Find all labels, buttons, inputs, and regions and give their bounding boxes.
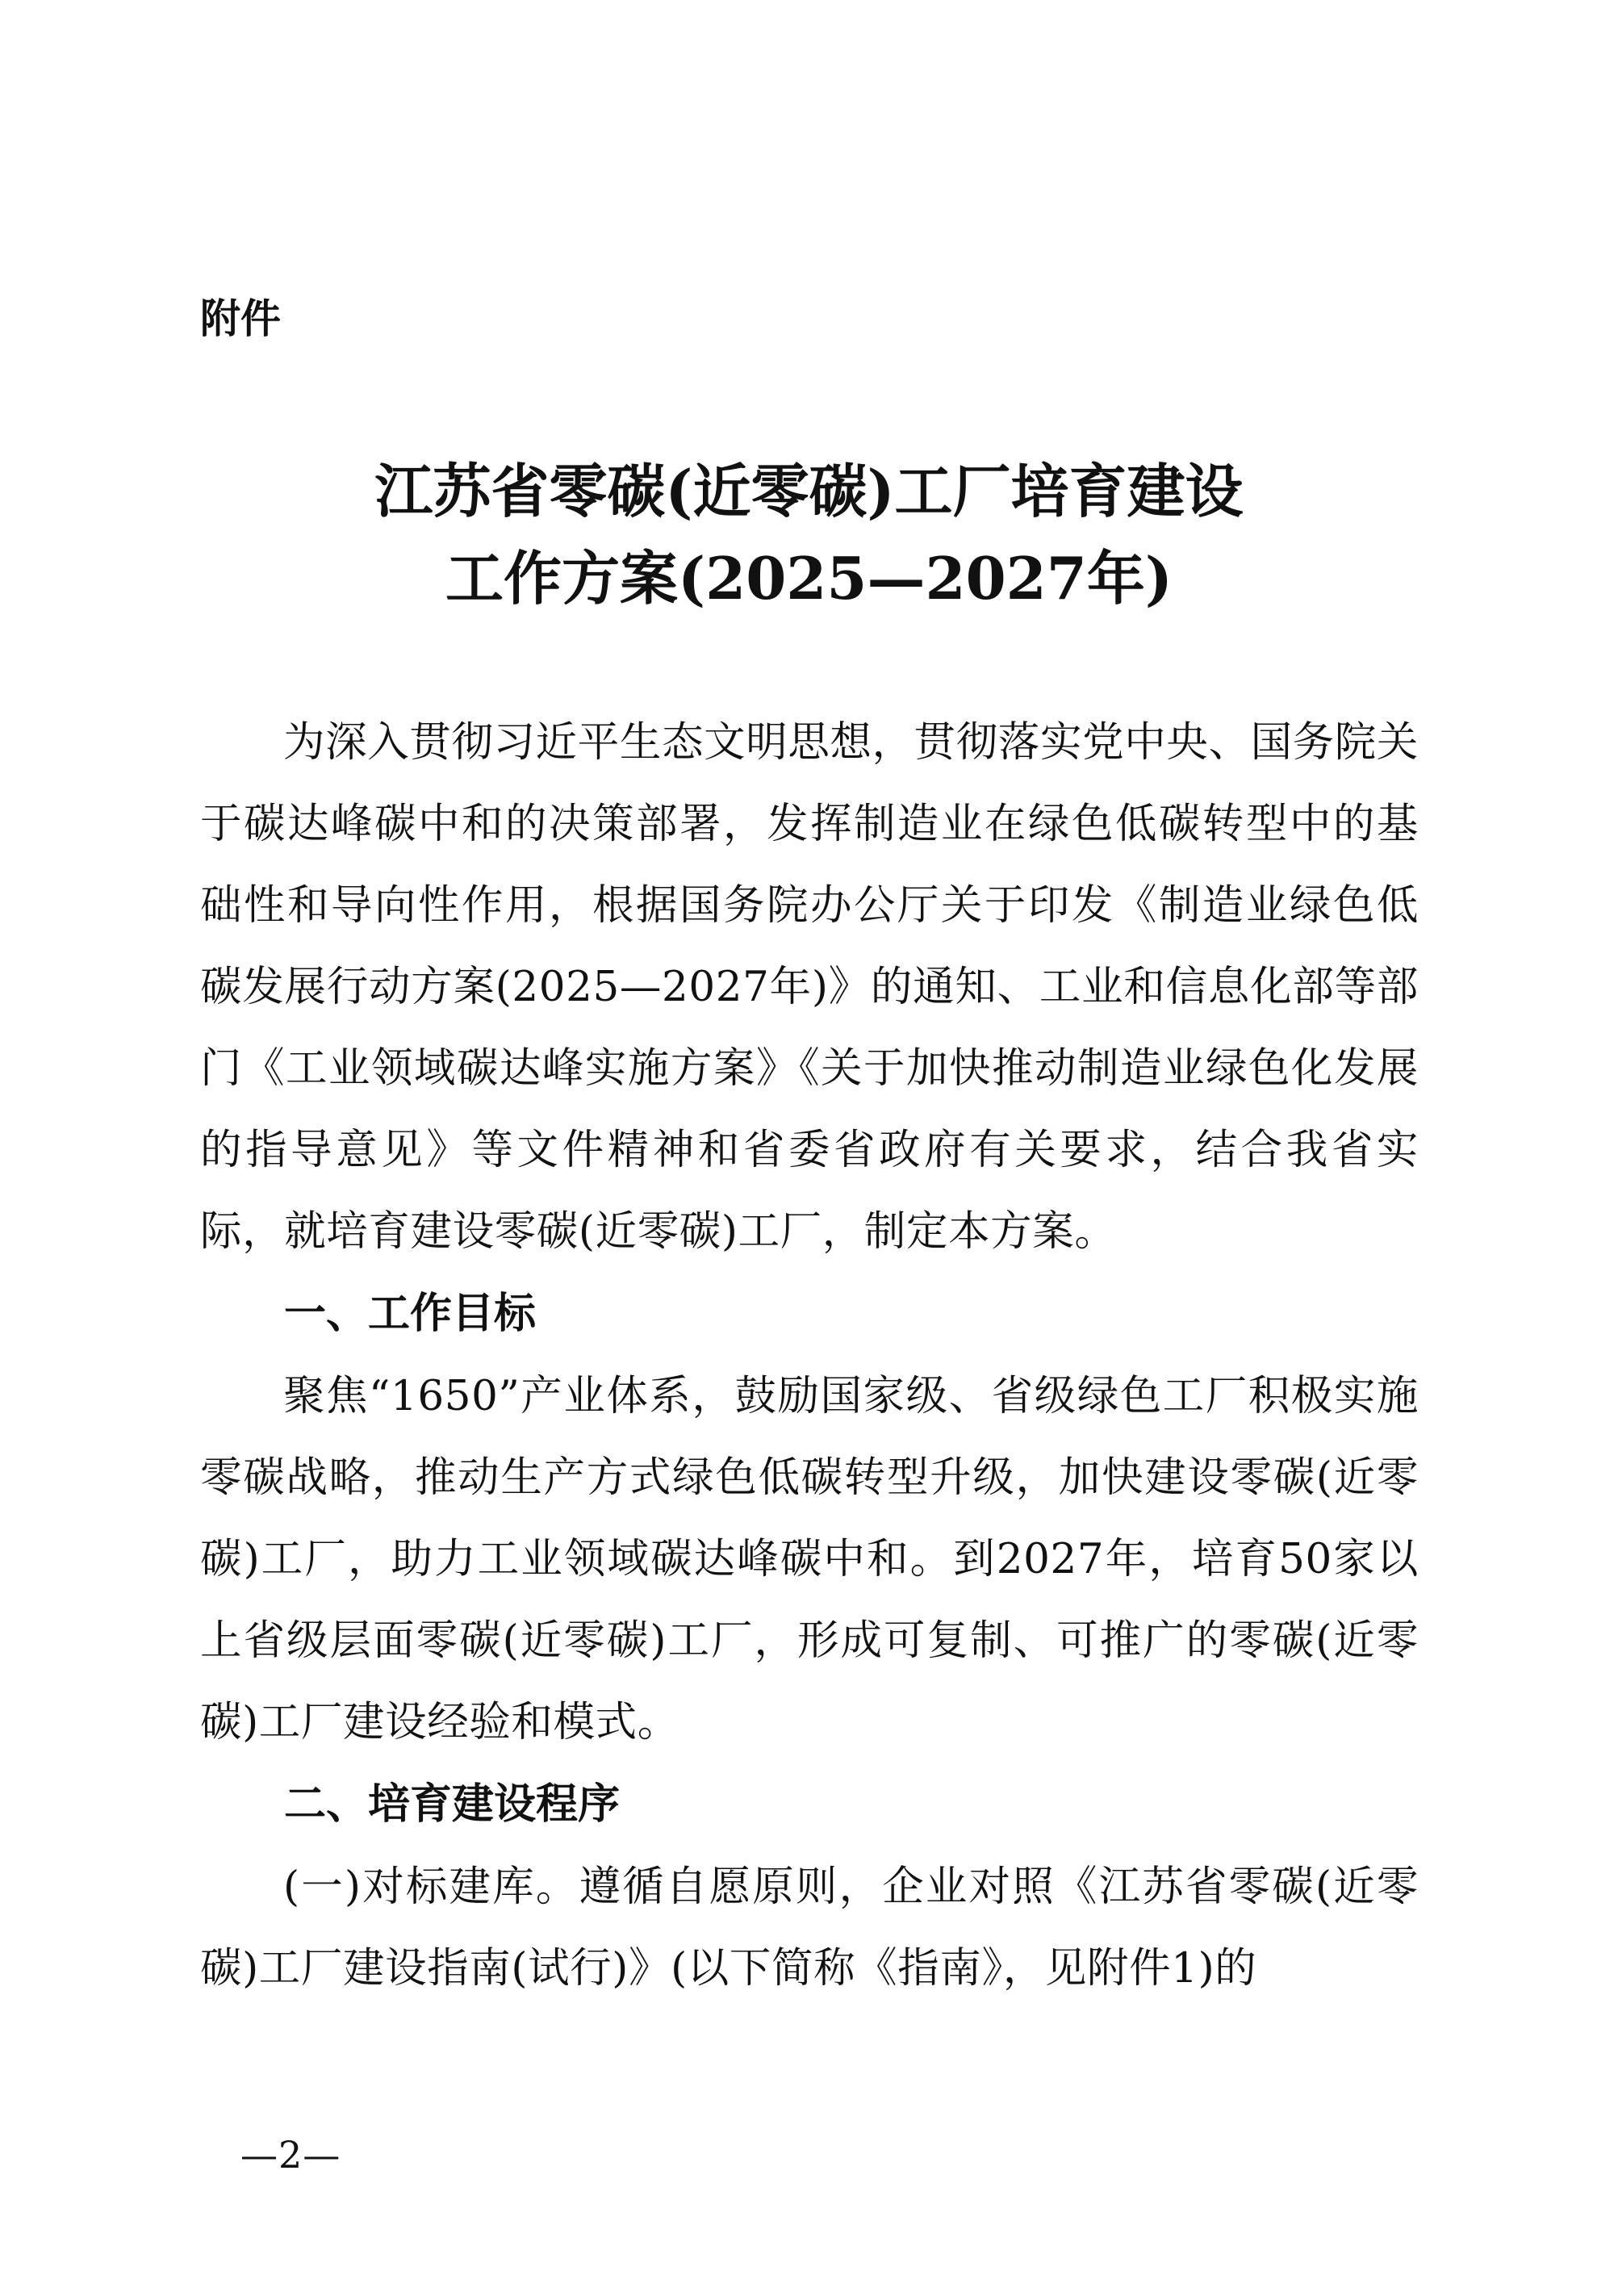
- document-title: [0, 448, 1618, 622]
- document-title-line-1: 江苏省零碳(近零碳)工厂培育建设: [374, 457, 1244, 525]
- section-heading-goals: 一、工作目标: [284, 1290, 537, 1338]
- procedure-step-1-paragraph: (一)对标建库。遵循自愿原则，企业对照《江苏省零碳(近零碳)工厂建设指南(试行)》(以下简称《指南》，见附件1)的: [200, 1863, 1419, 1993]
- document-body: [200, 702, 1419, 2010]
- page-number: —2—: [240, 2133, 341, 2177]
- intro-paragraph: 为深入贯彻习近平生态文明思想，贯彻落实党中央、国务院关于碳达峰碳中和的决策部署，发挥制造业在绿色低碳转型中的基础性和导向性作用，根据国务院办公厅关于印发《制造业绿色低碳发展行动方案(2025—2027年)》的通知、工业和信息化部等部门《工业领域碳达峰实施方案》《关于加快推动制造业绿色化发展的指导意见》等文件精神和省委省政府有关要求，结合我省实际，就培育建设零碳(近零碳)工厂，制定本方案。: [200, 718, 1419, 1256]
- document-title-line-2: 工作方案(2025—2027年): [445, 544, 1173, 613]
- attachment-label: 附件: [200, 295, 281, 342]
- goals-paragraph: 聚焦“1650”产业体系，鼓励国家级、省级绿色工厂积极实施零碳战略，推动生产方式绿色低碳转型升级，加快建设零碳(近零碳)工厂，助力工业领域碳达峰碳中和。到2027年，培育50家以上省级层面零碳(近零碳)工厂，形成可复制、可推广的零碳(近零碳)工厂建设经验和模式。: [200, 1372, 1419, 1746]
- section-heading-procedure: 二、培育建设程序: [284, 1780, 621, 1829]
